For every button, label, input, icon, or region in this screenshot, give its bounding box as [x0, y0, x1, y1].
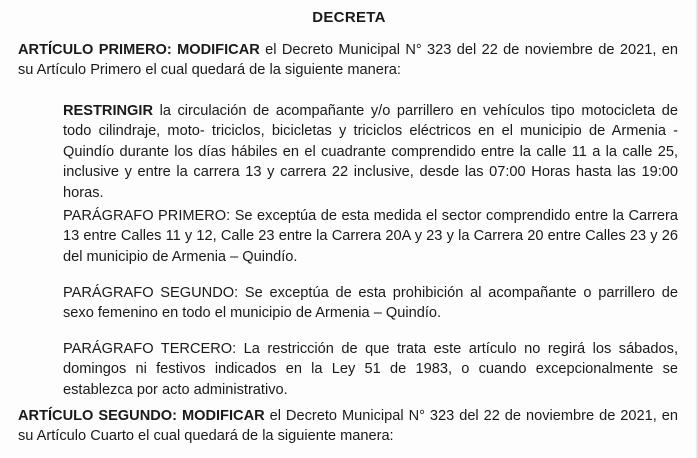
paragrafo-primero-text: PARÁGRAFO PRIMERO: Se exceptúa de esta medida el sector comprendido entre la Carrera 13 entre Calles 11 y 12, Calle 23 entre la Carrera 20A y 23 y la Carrera 20 entre Calles 23 y 26 del municipio de Armenia – Quindío.	[63, 208, 678, 265]
article-primero-verb: MODIFICAR	[177, 42, 260, 58]
restringir-paragraph	[63, 101, 678, 203]
article-segundo-text: el Decreto Municipal N° 323 del 22 de noviembre de 2021, en su Artículo Cuarto el cual quedará de la siguiente manera:	[18, 408, 678, 445]
paragrafo-tercero-text: PARÁGRAFO TERCERO: La restricción de que trata este artículo no regirá los sábados, domingos ni festivos indicados en la Ley 51 de 1983, o cuando excepcionalmente se establezca por acto administrativo.	[63, 341, 678, 398]
paragrafo-primero	[63, 206, 678, 267]
paragrafo-tercero	[63, 339, 678, 400]
section-heading: DECRETA	[312, 9, 386, 26]
article-primero	[18, 40, 678, 81]
restringir-text: la circulación de acompañante y/o parrillero en vehículos tipo motocicleta de todo cilindraje, moto- triciclos, bicicletas y triciclos eléctricos en el municipio de Armenia - Quindío durante los días hábiles en el cuadrante comprendido entre la calle 11 a la calle 25, inclusive y entre la carrera 13 y carrera 22 inclusive, desde las 07:00 Horas hasta las 19:00 horas.	[63, 103, 678, 201]
article-primero-text: el Decreto Municipal N° 323 del 22 de noviembre de 2021, en su Artículo Primero el cual quedará de la siguiente manera:	[18, 42, 678, 79]
article-segundo-label: ARTÍCULO SEGUNDO:	[18, 408, 177, 424]
paragrafo-segundo	[63, 283, 678, 324]
article-segundo-verb: MODIFICAR	[181, 408, 265, 424]
restringir-label: RESTRINGIR	[63, 103, 153, 119]
article-segundo	[18, 406, 678, 447]
article-primero-label: ARTÍCULO PRIMERO:	[18, 42, 172, 58]
paragrafo-segundo-text: PARÁGRAFO SEGUNDO: Se exceptúa de esta prohibición al acompañante o parrillero de sexo femenino en todo el municipio de Armenia – Quindío.	[63, 285, 678, 322]
